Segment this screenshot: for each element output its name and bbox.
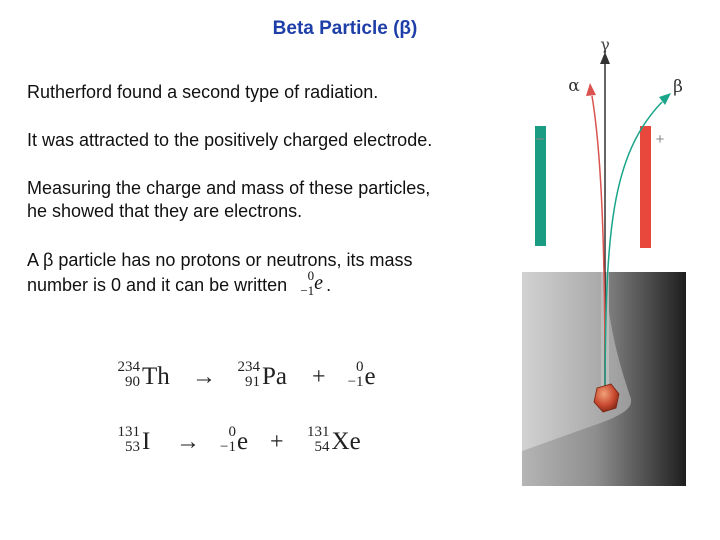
gamma-label: γ — [600, 36, 610, 54]
mass-number: 234 — [237, 359, 260, 375]
atomic-number: 91 — [245, 374, 260, 390]
plus-sign: + — [312, 364, 326, 390]
reaction-arrow: → — [176, 429, 200, 455]
nuclide-electron — [214, 423, 254, 463]
atomic-number: 53 — [125, 439, 140, 455]
mass-number: 0 — [228, 424, 236, 440]
minus-label: − — [535, 131, 545, 148]
paragraph-line: A β particle has no protons or neutrons, its mass — [27, 250, 413, 270]
paragraph-charge-mass — [27, 177, 430, 223]
mass-number: 234 — [117, 359, 140, 375]
element-symbol: Xe — [331, 428, 361, 455]
electron-charge-number: −1 — [300, 283, 315, 298]
mass-number: 0 — [356, 359, 364, 375]
beta-label: β — [673, 77, 683, 97]
paragraph-line-text: number is 0 and it can be written — [27, 275, 288, 295]
paragraph-beta-notation — [27, 249, 413, 300]
electron-mass-number: 0 — [307, 268, 315, 283]
plus-sign: + — [270, 429, 284, 455]
mass-number: 131 — [117, 424, 140, 440]
equation-thorium-decay — [110, 358, 382, 398]
element-symbol: I — [142, 428, 151, 455]
nuclide-electron — [342, 358, 382, 398]
element-symbol: Pa — [262, 363, 287, 390]
element-symbol: e — [364, 363, 376, 390]
radiation-deflection-diagram — [510, 36, 700, 488]
nuclide-protactinium — [230, 358, 294, 398]
paragraph-line: he showed that they are electrons. — [27, 201, 303, 221]
nuclide-thorium — [110, 358, 170, 398]
alpha-arrowhead — [586, 83, 596, 96]
reaction-arrow: → — [192, 364, 216, 390]
nuclide-iodine — [110, 423, 158, 463]
plus-label: + — [655, 131, 665, 148]
element-symbol: e — [237, 428, 249, 455]
element-symbol: Th — [142, 363, 170, 390]
atomic-number: −1 — [220, 439, 236, 455]
paragraph-line: number is 0 and it can be written 0 −1 e . — [27, 272, 413, 300]
paragraph-line: Measuring the charge and mass of these particles, — [27, 178, 431, 198]
electron-notation — [292, 268, 326, 300]
nuclide-xenon — [300, 423, 366, 463]
equation-iodine-decay — [110, 423, 366, 463]
page-title: Beta Particle (β) — [272, 18, 418, 39]
atomic-number: −1 — [347, 374, 364, 390]
electron-symbol: e — [314, 272, 324, 294]
atomic-number: 90 — [125, 374, 140, 390]
mass-number: 131 — [307, 424, 330, 440]
paragraph-second-radiation: Rutherford found a second type of radiation. — [27, 82, 379, 102]
alpha-label: α — [568, 76, 580, 96]
paragraph-attracted-positive: It was attracted to the positively charged electrode. — [27, 130, 433, 150]
positive-electrode — [640, 126, 651, 248]
atomic-number: 54 — [314, 439, 330, 455]
